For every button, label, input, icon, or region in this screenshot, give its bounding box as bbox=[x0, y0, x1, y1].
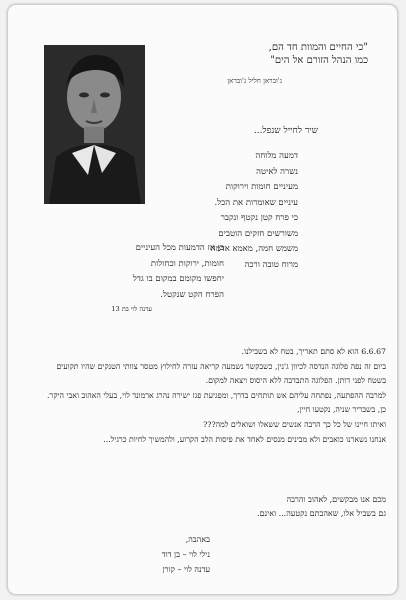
letter-paragraph: 6.6.67 הוא לא סתם תאריך, בטח לא בשבילנו. bbox=[241, 347, 386, 356]
signoff-line: נילי לוי – בן דוד bbox=[161, 550, 210, 559]
poem-line: משורשים חזקים הוטבים bbox=[218, 228, 298, 239]
epigraph bbox=[148, 41, 368, 67]
poem-signature: עדנה לוי בת 13 bbox=[111, 305, 152, 313]
closing-line: גם בשביל אלו, שאהבתם נקטעה... ואינם. bbox=[256, 508, 386, 518]
closing-line: מכם אנו מבקשים, לאהוב והרבה bbox=[286, 495, 386, 504]
poem-line: מעיניים חומות וירוקות bbox=[225, 182, 298, 192]
poem-line: יחפשו מקומם במקום בו גדל bbox=[132, 274, 224, 284]
letter-paragraph: כן, בשבריר שניה, נקטעו חיין, bbox=[297, 405, 386, 415]
poem-stanza-2 bbox=[84, 241, 224, 303]
letter-paragraph: ואיתו חיינו של כל כך הרבה אנשים ששאלו ושואלים למה??? bbox=[203, 419, 386, 429]
epigraph-line-1: "כי החיים והמוות חד הם, bbox=[268, 42, 368, 53]
letter-paragraph: ביום זה נפה פלוגה הנדסה לכיוון ג'נין, כשבקשר נשמעה קריאה עזרה לחילוץ מטסר צוותי הטנקים שהיו תקועים בשטח לפני דותן. הפלוגה התבדבה ללא היסוס ויצאה למקום. bbox=[56, 361, 386, 386]
epigraph-line-2: כמו הנהל הזורם אל הים" bbox=[270, 55, 368, 66]
portrait-illustration bbox=[44, 45, 145, 204]
poem-line: דמעה מלוחה bbox=[255, 151, 298, 161]
poem-line: נשרה לאיטה bbox=[256, 166, 298, 177]
poem-line: הפרח הקט שנקטל. bbox=[160, 289, 224, 300]
epigraph-author: ג'ובראן חליל ג'ובראן bbox=[227, 77, 282, 85]
letter-paragraph: אנחנו נשארנו כואבים ולא מבינים מנסים לאחד את פיסות הלב הקרוע, ולהמשיך לחיות כרגיל... bbox=[103, 434, 386, 444]
signoff-line: באהבה, bbox=[185, 535, 210, 544]
poem-line: עיניים שאומרות את הכל. bbox=[214, 197, 298, 208]
poem-line: כי פרח קטן נקטף ונקבר bbox=[220, 213, 298, 223]
poem-line: כן אז הדמעות מכל העיניים bbox=[135, 243, 224, 253]
letter-closing bbox=[38, 493, 386, 520]
signoff-line: עדנה לוי – קורן bbox=[162, 565, 210, 574]
portrait-photo bbox=[44, 45, 145, 204]
letter-paragraph: למרבה ההפתעה, נפתחה עליהם אש תותחים בדרך, ומפגיעת פגז ישירה נהרג ארמונד לוי, בעלי האהוב ואבי היקר. bbox=[47, 390, 386, 400]
poem-line: חומות, ירוקות וכחולות bbox=[150, 258, 224, 269]
letter-body bbox=[38, 345, 386, 447]
poem-line: משמש חמה, מאמא אדמה bbox=[210, 244, 298, 254]
poem-line: מרוח טובה ורכה bbox=[244, 259, 298, 270]
document-page bbox=[7, 4, 398, 595]
poem-title: שיר לחייל שנפל... bbox=[253, 126, 318, 136]
letter-signoff bbox=[70, 532, 210, 577]
